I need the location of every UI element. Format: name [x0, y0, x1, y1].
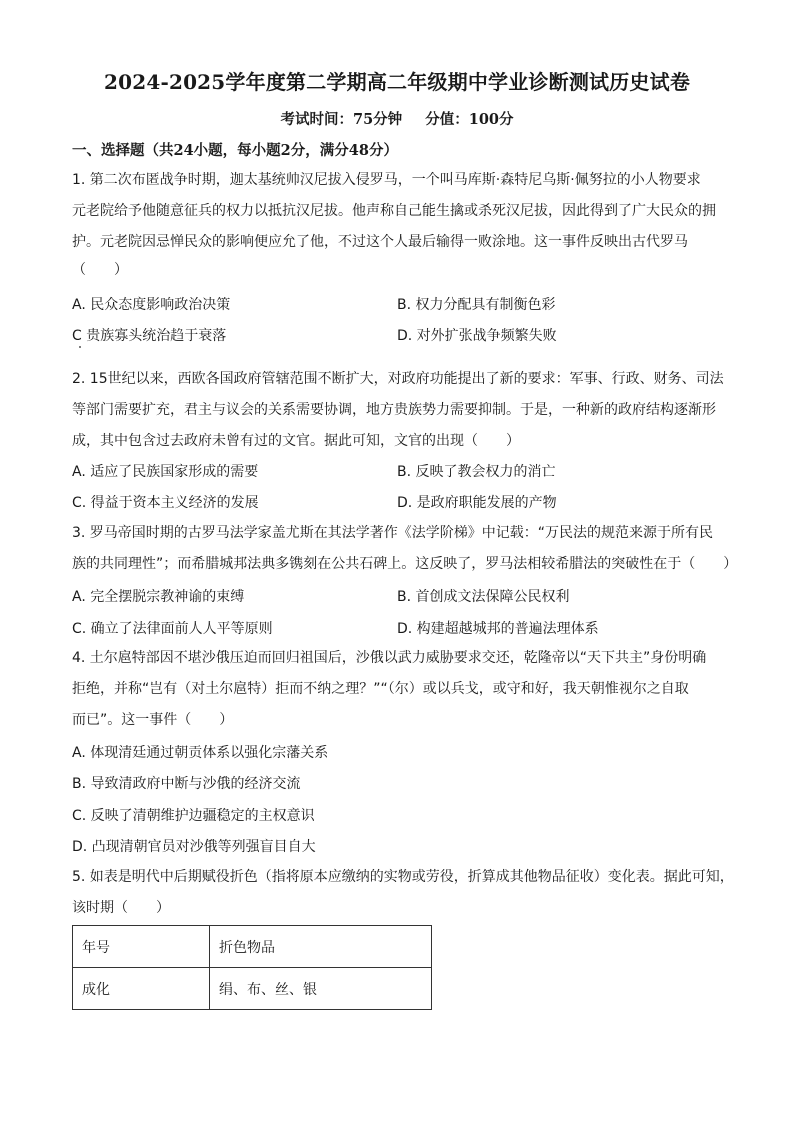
data-table	[72, 925, 432, 1010]
table-header-cell: 年号	[73, 926, 210, 968]
exam-info	[0, 108, 794, 129]
question-line: 2. 15世纪以来，西欧各国政府管辖范围不断扩大，对政府功能提出了新的要求：军事、行政、财务、司法	[72, 371, 724, 387]
option-b: B. 权力分配具有制衡色彩	[397, 297, 556, 313]
question-line: 5. 如表是明代中后期赋役折色（指将原本应缴纳的实物或劳役，折算成其他物品征收）变化表。据此可知，	[72, 869, 734, 885]
option-b: B. 导致清政府中断与沙俄的经济交流	[72, 776, 301, 792]
stray-mark	[79, 346, 81, 348]
option-a: A. 适应了民族国家形成的需要	[72, 464, 259, 480]
table-header-cell: 折色物品	[210, 926, 432, 968]
section-heading: 一、选择题（共24小题，每小题2分，满分48分）	[72, 142, 398, 159]
question-line: 元老院给予他随意征兵的权力以抵抗汉尼拔。他声称自己能生擒或杀死汉尼拔，因此得到了广大民众的拥	[72, 203, 716, 219]
option-d: D. 是政府职能发展的产物	[397, 495, 557, 511]
option-c: C. 反映了清朝维护边疆稳定的主权意识	[72, 808, 315, 824]
option-c: C 贵族寡头统治趋于衰落	[72, 328, 227, 344]
exam-score: 分值：100分	[425, 111, 514, 128]
question-5	[72, 862, 734, 924]
question-line: （ ）	[72, 262, 128, 278]
table-header-row	[73, 926, 432, 968]
table-row	[73, 968, 432, 1010]
question-line: 拒绝，并称“岂有（对土尔扈特）拒而不纳之理？”“（尔）或以兵戈，或守和好，我天朝惟视尔之自取	[72, 681, 689, 697]
option-a: A. 民众态度影响政治决策	[72, 297, 231, 313]
exam-title: 2024-2025学年度第二学期高二年级期中学业诊断测试历史试卷	[103, 70, 691, 94]
question-line: 成，其中包含过去政府未曾有过的文官。据此可知，文官的出现（ ）	[72, 433, 520, 449]
option-b: B. 首创成文法保障公民权利	[397, 589, 570, 605]
question-line: 等部门需要扩充，君主与议会的关系需要协调，地方贵族势力需要抑制。于是，一种新的政府结构逐渐形	[72, 402, 716, 418]
table-cell: 成化	[73, 968, 210, 1010]
question-line: 族的共同理性”；而希腊城邦法典多镌刻在公共石碑上。这反映了，罗马法相较希腊法的突破性在于（ ）	[72, 556, 738, 572]
question-4	[72, 643, 734, 736]
option-a: A. 完全摆脱宗教神谕的束缚	[72, 589, 245, 605]
option-d: D. 对外扩张战争频繁失败	[397, 328, 557, 344]
option-c: C. 得益于资本主义经济的发展	[72, 495, 259, 511]
question-line: 1. 第二次布匿战争时期，迦太基统帅汉尼拔入侵罗马，一个叫马库斯·森特尼乌斯·佩努拉的小人物要求	[72, 172, 701, 188]
question-1	[72, 165, 734, 282]
question-line: 4. 土尔扈特部因不堪沙俄压迫而回归祖国后，沙俄以武力威胁要求交还，乾隆帝以“天下共主”身份明确	[72, 650, 707, 666]
option-a: A. 体现清廷通过朝贡体系以强化宗藩关系	[72, 745, 329, 761]
question-line: 该时期（ ）	[72, 900, 170, 916]
exam-time: 考试时间：75分钟	[280, 111, 403, 128]
table-cell: 绢、布、丝、银	[210, 968, 432, 1010]
option-d: D. 构建超越城邦的普遍法理体系	[397, 621, 599, 637]
question-line: 护。元老院因忌惮民众的影响便应允了他，不过这个人最后输得一败涂地。这一事件反映出古代罗马	[72, 234, 688, 250]
option-c: C. 确立了法律面前人人平等原则	[72, 621, 273, 637]
question-3	[72, 518, 738, 580]
question-line: 3. 罗马帝国时期的古罗马法学家盖尤斯在其法学著作《法学阶梯》中记载：“万民法的规范来源于所有民	[72, 525, 714, 541]
option-d: D. 凸现清朝官员对沙俄等列强盲目自大	[72, 839, 316, 855]
question-line: 而已”。这一事件（ ）	[72, 712, 234, 728]
option-b: B. 反映了教会权力的消亡	[397, 464, 556, 480]
question-2	[72, 364, 734, 457]
